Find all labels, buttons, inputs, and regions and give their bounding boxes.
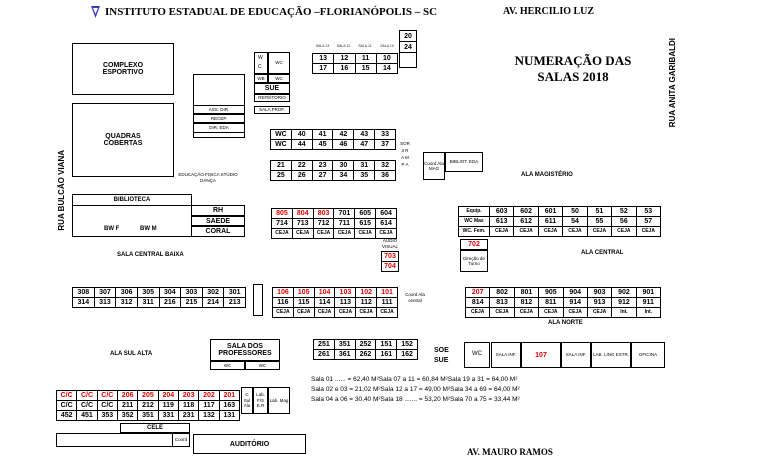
sala-inf-2: SALA INF. [561,342,591,368]
sala-prof-small: SALA PROF. [254,106,290,114]
norte-ceja-4: CEJA [539,308,563,318]
room-804[interactable]: 804 [292,209,313,219]
room-111[interactable]: 111 [377,298,398,308]
room-204[interactable]: 204 [158,391,178,401]
room-601[interactable]: 601 [538,207,562,217]
room-305[interactable]: 305 [137,288,159,298]
bibliot-eda: BIBLIOT. EDA [445,152,483,172]
room-261[interactable]: 261 [314,350,335,360]
room-805[interactable]: 805 [272,209,293,219]
room-904[interactable]: 904 [563,288,587,298]
ala-magisterio: ALA MAGISTÉRIO [521,172,573,178]
rooms-703 [381,251,399,272]
room-262[interactable]: 262 [355,350,376,360]
room-913[interactable]: 913 [587,298,611,308]
room-131[interactable]: 131 [219,411,239,421]
room-614[interactable]: 614 [376,219,397,229]
ceja-m3: CEJA [314,308,335,318]
room-714[interactable]: 714 [272,219,293,229]
ceja-5: CEJA [355,229,376,239]
lab-mag: Lab. Mag [268,387,290,414]
room-112[interactable]: 112 [356,298,377,308]
room-152[interactable]: 152 [397,340,418,350]
room-605[interactable]: 605 [355,209,376,219]
room-wc-1: WC [271,130,292,140]
room-201[interactable]: 201 [219,391,239,401]
street-bottom: AV. MAURO RAMOS [467,447,553,457]
wc-small: WB [254,74,268,83]
room-351b[interactable]: 351 [138,411,158,421]
room-26[interactable]: 26 [291,171,312,181]
room-42[interactable]: 42 [333,130,354,140]
room-10[interactable]: 10 [376,54,397,64]
rooms-baixa [72,287,246,308]
recep: RECEP. [193,114,245,123]
room-251[interactable]: 251 [314,340,335,350]
room-811[interactable]: 811 [539,298,563,308]
norte-int-2: Int. [636,308,660,318]
room-101[interactable]: 101 [377,288,398,298]
wc-c: W C [254,52,268,74]
lab-fis: Lab. F/S E.R [253,387,268,414]
sala-central-baixa: SALA CENTRAL BAIXA [117,252,184,258]
ceja-m5: CEJA [356,308,377,318]
rooms-mag-1 [270,129,396,150]
dir-eda: DIR. EDA [193,123,245,133]
norte-ceja-6: CEJA [587,308,611,318]
room-303[interactable]: 303 [181,288,203,298]
room-115[interactable]: 115 [293,298,314,308]
room-612[interactable]: 612 [514,217,538,227]
norte-ceja-2: CEJA [490,308,514,318]
norte-ceja-1: CEJA [466,308,490,318]
room-cc-2[interactable]: C/C [77,391,97,401]
room-304[interactable]: 304 [159,288,181,298]
room-41[interactable]: 41 [312,130,333,140]
room-613[interactable]: 613 [490,217,514,227]
room-604[interactable]: 604 [376,209,397,219]
room-311[interactable]: 311 [137,298,159,308]
room-55[interactable]: 55 [587,217,611,227]
room-18[interactable] [400,53,417,68]
institution-title: INSTITUTO ESTADUAL DE EDUCAÇÃO –FLORIANÓPOLIS – SC [105,6,438,18]
direcao-turno: Direção de Turno [460,250,488,272]
map-title-line1: NUMERAÇÃO DAS [514,53,632,68]
room-314[interactable]: 314 [73,298,95,308]
wc-fem: WC. Fem. [459,227,490,237]
coord-ala-central: Coord Ala central [405,292,425,303]
room-814[interactable]: 814 [466,298,490,308]
wc-top: WC [268,52,290,74]
wc-small-2: WC [268,74,290,83]
map-title-line2: SALAS 2018 [537,69,609,84]
audio-visual: AUDIO VISUAL [381,238,398,249]
room-103[interactable]: 103 [335,288,356,298]
complexo-esportivo: COMPLEXO ESPORTIVO [72,43,174,95]
wc-mas: WC Mas [459,217,490,227]
ceja-6: CEJA [376,229,397,239]
rooms-top [312,53,398,74]
ceja-m1: CEJA [273,308,294,318]
room-47[interactable]: 47 [354,140,375,150]
room-45[interactable]: 45 [312,140,333,150]
sala-professores: SALA DOS PROFESSORES [210,339,280,361]
room-211[interactable]: 211 [117,401,137,411]
room-25[interactable]: 25 [271,171,292,181]
room-702[interactable]: 702 [460,239,488,250]
rh: RH [191,205,245,216]
room-701[interactable]: 701 [334,209,355,219]
rooms-right [458,206,661,237]
ceja-r3: CEJA [538,227,562,237]
room-114[interactable]: 114 [314,298,335,308]
room-703[interactable]: 703 [382,252,399,262]
room-43[interactable]: 43 [354,130,375,140]
room-13[interactable]: 13 [313,54,334,64]
room-206[interactable]: 206 [117,391,137,401]
sue: SUE [434,357,449,364]
prof-wc-1: WC [210,361,245,370]
room-207[interactable]: 207 [466,288,490,298]
street-left: RUA BULCÃO VIANA [57,150,66,231]
biblioteca: BIBLIOTECA [72,194,192,206]
coord-ala-mag: Coord Ala MAG [423,152,445,180]
room-162[interactable]: 162 [397,350,418,360]
room-711[interactable]: 711 [334,219,355,229]
room-231[interactable]: 231 [178,411,198,421]
rooms-norte [465,287,661,318]
room-cc-1[interactable]: C/C [57,391,77,401]
room-102[interactable]: 102 [356,288,377,298]
room-30[interactable]: 30 [333,161,354,171]
rampa: SOR3 R A M P A [400,141,410,167]
room-905[interactable]: 905 [539,288,563,298]
room-308[interactable]: 308 [73,288,95,298]
room-labels-top: SALA 13 SALA 12 SALA 11 SALA 10 [315,44,394,48]
room-205[interactable]: 205 [138,391,158,401]
room-252[interactable]: 252 [355,340,376,350]
room-611[interactable]: 611 [538,217,562,227]
room-802[interactable]: 802 [490,288,514,298]
ceja-r6: CEJA [612,227,636,237]
ass-dir: ASS. DIR. [193,105,245,114]
rooms-mag-2 [270,160,396,181]
street-top: AV. HERCILIO LUZ [503,6,595,17]
room-812[interactable]: 812 [514,298,538,308]
rooms-central [271,208,397,239]
room-46[interactable]: 46 [333,140,354,150]
room-52[interactable]: 52 [612,207,636,217]
room-27[interactable]: 27 [312,171,333,181]
room-451[interactable]: 451 [77,411,97,421]
quadras-cobertas: QUADRAS COBERTAS [72,103,174,177]
stair-block [253,284,263,316]
room-44[interactable]: 44 [291,140,312,150]
room-35[interactable]: 35 [354,171,375,181]
room-306[interactable]: 306 [116,288,138,298]
room-312[interactable]: 312 [116,298,138,308]
room-116[interactable]: 116 [273,298,294,308]
auditorio: AUDITÓRIO [193,434,306,454]
coord-sul: Coord [172,433,190,447]
room-119[interactable]: 119 [158,401,178,411]
room-40[interactable]: 40 [291,130,312,140]
room-902[interactable]: 902 [612,288,636,298]
ceja-r1: CEJA [490,227,514,237]
room-15[interactable]: 15 [355,64,376,74]
room-105[interactable]: 105 [293,288,314,298]
wc-norte: WC [464,342,490,368]
equip: Equip. [459,207,490,217]
ceja-4: CEJA [334,229,355,239]
room-32[interactable]: 32 [375,161,396,171]
room-14[interactable]: 14 [376,64,397,74]
room-11[interactable]: 11 [355,54,376,64]
room-34[interactable]: 34 [333,171,354,181]
bw-f: BW F [104,226,120,232]
legend-line-2: Sala 02 e 03 = 21,02 M²Sala 12 a 17 = 49,00 M²Sala 34 a 69 = 64,00 M² [311,386,520,393]
room-24[interactable]: 24 [400,42,417,53]
sala-inf-1: SALA INF. [491,342,521,368]
room-813[interactable]: 813 [490,298,514,308]
prof-wc-2: WC [245,361,280,370]
room-712[interactable]: 712 [313,219,334,229]
oficina: OFICINA [631,342,665,368]
ceja-m2: CEJA [293,308,314,318]
room-903[interactable]: 903 [587,288,611,298]
norte-int-1: Int. [612,308,636,318]
room-602[interactable]: 602 [514,207,538,217]
room-20[interactable]: 20 [400,31,417,42]
ala-sul-alta: ALA SUL ALTA [110,351,153,357]
room-912[interactable]: 912 [612,298,636,308]
room-615[interactable]: 615 [355,219,376,229]
room-21[interactable]: 21 [271,161,292,171]
room-914[interactable]: 914 [563,298,587,308]
room-313[interactable]: 313 [94,298,116,308]
biblioteca-body [72,205,192,237]
room-107[interactable]: 107 [521,342,561,368]
ceja-r7: CEJA [636,227,660,237]
room-cc-5[interactable]: C/C [77,401,97,411]
room-54[interactable]: 54 [563,217,587,227]
legend-line-3: Sala 04 a 06 = 30,40 M²Sala 18 ....... = 53,20 M²Sala 70 a 75 = 33,44 M² [311,396,520,403]
room-302[interactable]: 302 [202,288,224,298]
room-12[interactable]: 12 [334,54,355,64]
room-212[interactable]: 212 [138,401,158,411]
room-22[interactable]: 22 [291,161,312,171]
room-163[interactable]: 163 [219,401,239,411]
room-713[interactable]: 713 [292,219,313,229]
norte-ceja-3: CEJA [514,308,538,318]
room-361[interactable]: 361 [334,350,355,360]
room-cc-4[interactable]: C/C [57,401,77,411]
room-37[interactable]: 37 [375,140,396,150]
room-216[interactable]: 216 [159,298,181,308]
ceja-3: CEJA [313,229,334,239]
room-213[interactable]: 213 [224,298,246,308]
room-117[interactable]: 117 [199,401,219,411]
room-cc-6[interactable]: C/C [97,401,117,411]
norte-ceja-5: CEJA [563,308,587,318]
room-113[interactable]: 113 [335,298,356,308]
ceja-1: CEJA [272,229,293,239]
logo-icon [90,5,101,19]
room-53[interactable]: 53 [636,207,660,217]
c-sul-ala: C Sul Ala [241,387,253,414]
room-57[interactable]: 57 [636,217,660,227]
room-cc-3[interactable]: C/C [97,391,117,401]
coral: CORAL [191,226,245,237]
room-50[interactable]: 50 [563,207,587,217]
rooms-top-strip [399,30,417,68]
room-31[interactable]: 31 [354,161,375,171]
street-right: RUA ANITA GARIBALDI [668,38,677,128]
room-803[interactable]: 803 [313,209,334,219]
room-23[interactable]: 23 [312,161,333,171]
ceja-r5: CEJA [587,227,611,237]
room-56[interactable]: 56 [612,217,636,227]
ceja-2: CEJA [292,229,313,239]
room-801[interactable]: 801 [514,288,538,298]
cele: CELE [120,423,190,433]
room-16[interactable]: 16 [334,64,355,74]
ceja-r2: CEJA [514,227,538,237]
room-353[interactable]: 353 [97,411,117,421]
room-51[interactable]: 51 [587,207,611,217]
room-104[interactable]: 104 [314,288,335,298]
legend-line-1: Sala 01 ...... = 62,40 M²Sala 07 a 11 = 60,84 M²Sala 19 a 31 = 64,00 M² [311,376,518,383]
ceja-m4: CEJA [335,308,356,318]
room-36[interactable]: 36 [375,171,396,181]
room-215[interactable]: 215 [181,298,203,308]
ala-central: ALA CENTRAL [581,250,624,256]
ceja-m6: CEJA [377,308,398,318]
room-331[interactable]: 331 [158,411,178,421]
lab-ling: LAB. LING ESTR. [591,342,631,368]
ceja-r4: CEJA [563,227,587,237]
rooms-mid [272,287,398,318]
room-452[interactable]: 452 [57,411,77,421]
room-106[interactable]: 106 [273,288,294,298]
room-301[interactable]: 301 [224,288,246,298]
room-33[interactable]: 33 [375,130,396,140]
soe: SOE [434,347,449,354]
room-307[interactable]: 307 [94,288,116,298]
room-202[interactable]: 202 [199,391,219,401]
room-351[interactable]: 351 [334,340,355,350]
ala-norte: ALA NORTE [548,320,583,326]
room-151[interactable]: 151 [376,340,397,350]
room-603[interactable]: 603 [490,207,514,217]
room-901[interactable]: 901 [636,288,660,298]
room-911[interactable]: 911 [636,298,660,308]
cele-rooms [56,433,190,447]
room-704[interactable]: 704 [382,262,399,272]
room-352[interactable]: 352 [117,411,137,421]
room-161[interactable]: 161 [376,350,397,360]
bw-m: BW M [140,226,157,232]
educacao-fisica: EDUCAÇÃO FISICA STÚDIO DANÇA [178,172,238,183]
rooms-prof [313,339,418,360]
rooms-sul [56,390,240,421]
room-203[interactable]: 203 [178,391,198,401]
sue-refeitorio: SUE [254,83,290,94]
room-118[interactable]: 118 [178,401,198,411]
room-214[interactable]: 214 [202,298,224,308]
room-wc-2: WC [271,140,292,150]
saede: SAEDE [191,216,245,226]
room-17[interactable]: 17 [313,64,334,74]
room-132[interactable]: 132 [199,411,219,421]
refeitorio: REFEITORIO [254,94,290,102]
